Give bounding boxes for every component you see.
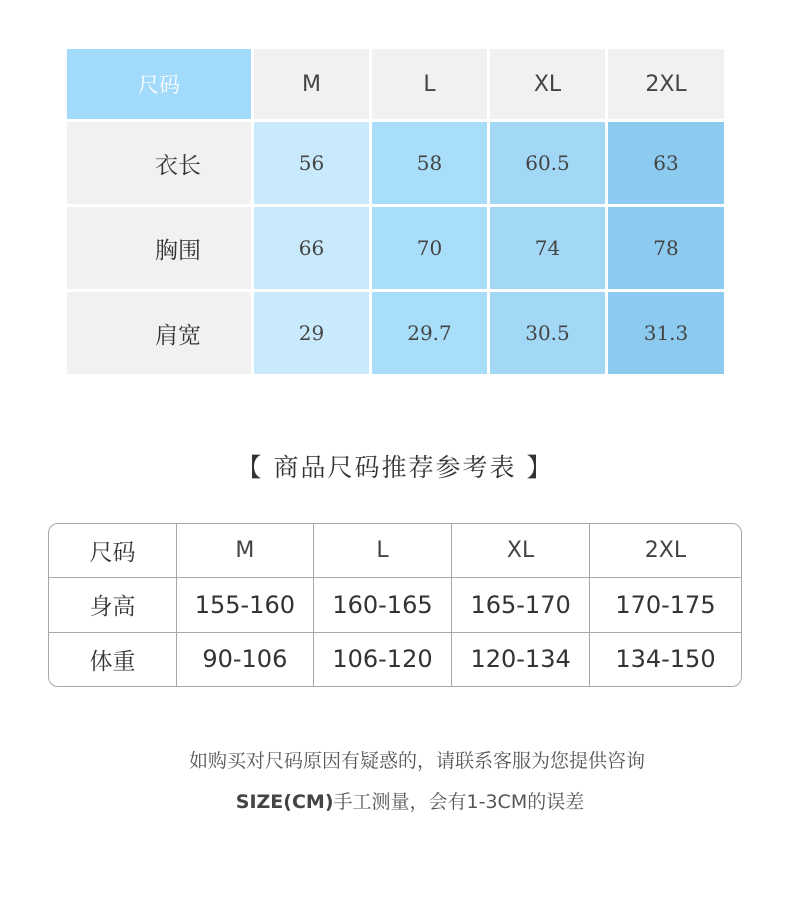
table-cell: 29	[254, 292, 369, 374]
row-label-weight: 体重	[49, 632, 177, 686]
recommendation-table	[48, 523, 742, 687]
table-cell: 66	[254, 207, 369, 289]
table-cell: 160-165	[313, 578, 452, 633]
table-cell: 56	[254, 122, 369, 204]
table-cell: 30.5	[490, 292, 605, 374]
table-cell: 29.7	[372, 292, 487, 374]
table-cell: 58	[372, 122, 487, 204]
table-cell: 74	[490, 207, 605, 289]
note-consult: 如购买对尺码原因有疑惑的，请联系客服为您提供咨询	[188, 750, 645, 772]
size-header-l: L	[372, 49, 487, 119]
note-size-unit: SIZE(CM)	[235, 791, 334, 813]
size-header-2xl: 2XL	[608, 49, 724, 119]
table-row	[49, 632, 741, 686]
table-cell: 78	[608, 207, 724, 289]
table-cell: 134-150	[615, 645, 716, 674]
size-chart-corner-label: 尺码	[67, 49, 251, 119]
table-cell: 90-106	[177, 632, 314, 686]
table-cell: 170-175	[589, 578, 741, 633]
size-chart	[67, 49, 724, 374]
row-label-chest: 胸围	[67, 207, 251, 289]
table-cell: 70	[372, 207, 487, 289]
rec-size-header-m: M	[177, 524, 314, 578]
recommendation-title: 【 商品尺码推荐参考表 】	[236, 453, 554, 482]
table-row	[49, 578, 741, 633]
note-measurement	[0, 787, 790, 814]
row-label-length: 衣长	[67, 122, 251, 204]
table-cell: 63	[608, 122, 724, 204]
size-header-xl: XL	[490, 49, 605, 119]
table-row	[49, 524, 741, 578]
row-label-height: 身高	[49, 578, 177, 633]
rec-size-header-l: L	[313, 524, 452, 578]
table-cell: 31.3	[608, 292, 724, 374]
row-label-shoulder: 肩宽	[67, 292, 251, 374]
note-error-text: 手工测量，会有1-3CM的误差	[333, 791, 585, 813]
table-cell: 60.5	[490, 122, 605, 204]
rec-size-header-2xl: 2XL	[589, 524, 741, 578]
table-cell: 165-170	[452, 578, 590, 633]
table-cell: 155-160	[177, 578, 314, 633]
table-cell: 106-120	[313, 632, 452, 686]
rec-corner-label: 尺码	[49, 524, 177, 578]
size-header-m: M	[254, 49, 369, 119]
rec-size-header-xl: XL	[452, 524, 590, 578]
table-cell: 120-134	[452, 632, 590, 686]
